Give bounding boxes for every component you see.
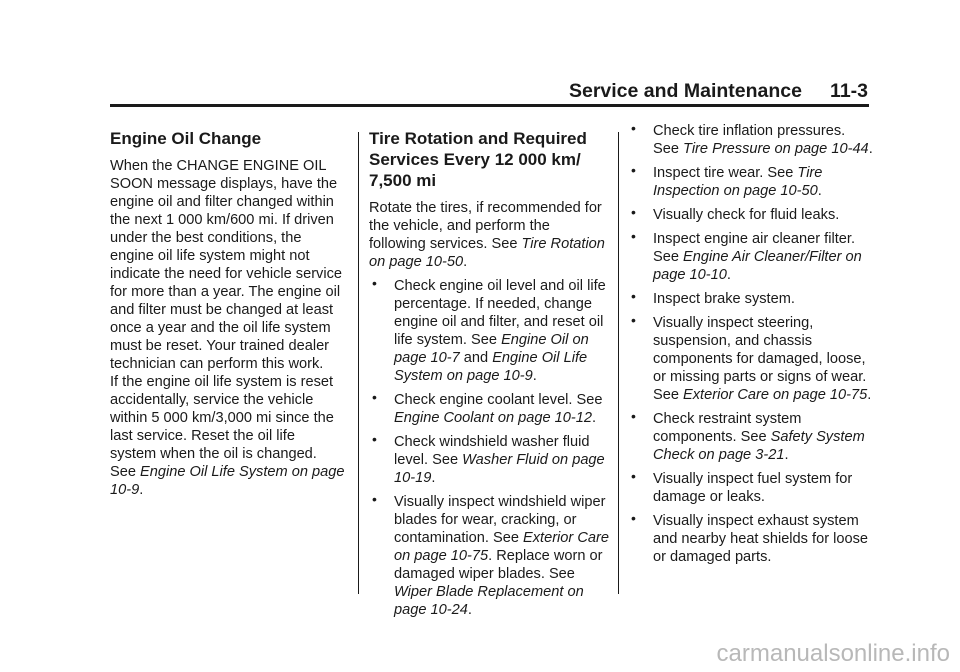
list-item: • Visually inspect exhaust system and nearby heat shields for loose or damaged parts. — [631, 510, 868, 565]
section-heading-tire-rotation: Tire Rotation and Required Services Every 12 000 km/ 7,500 mi — [369, 129, 587, 190]
bullet-icon: • — [631, 162, 636, 178]
xref-engine-oil-life-system[interactable]: Engine Oil Life System on page 10-9 — [110, 464, 345, 498]
header-title: Service and Maintenance — [568, 80, 802, 102]
column-service-checks — [628, 122, 873, 572]
bullet-icon: • — [631, 312, 636, 328]
xref-engine-oil-life-system[interactable]: Engine Oil Life System on page 10-9 — [394, 350, 588, 384]
bullet-icon: • — [631, 204, 636, 220]
xref-tire-rotation[interactable]: Tire Rotation on page 10-50 — [369, 236, 605, 270]
list-item: • Check engine oil level and oil life percentage. If needed, change engine oil and filter, and reset oil life system. See Engine Oil on page 10-7 and Engine Oil Life System on page 10-9. — [372, 275, 606, 384]
bullet-icon: • — [372, 491, 377, 507]
list-item: • Check tire inflation pressures. See Tire Pressure on page 10-44. — [631, 120, 873, 157]
bullet-icon: • — [372, 275, 377, 291]
service-list-col3 — [628, 122, 873, 566]
column-separator-2 — [618, 132, 619, 594]
list-item: • Check restraint system components. See Safety System Check on page 3-21. — [631, 408, 865, 463]
list-item: • Check windshield washer fluid level. See Washer Fluid on page 10-19. — [372, 431, 605, 486]
bullet-icon: • — [631, 468, 636, 484]
xref-engine-coolant[interactable]: Engine Coolant on page 10-12 — [394, 410, 592, 426]
column-separator-1 — [358, 132, 359, 594]
service-list-col2 — [369, 277, 609, 619]
list-item: • Visually check for fluid leaks. — [631, 204, 840, 223]
watermark: carmanualsonline.info — [716, 640, 950, 667]
list-item: • Check engine coolant level. See Engine Coolant on page 10-12. — [372, 389, 603, 426]
column-tire-rotation — [369, 128, 609, 625]
xref-wiper-blade-replacement[interactable]: Wiper Blade Replacement on page 10-24 — [394, 584, 584, 618]
list-item: • Visually inspect steering, suspension, and chassis components for damaged, loose, or missing parts or signs of wear. See Exterior Care on page 10-75. — [631, 312, 872, 403]
xref-exterior-care[interactable]: Exterior Care on page 10-75 — [683, 387, 868, 403]
list-item: • Visually inspect windshield wiper blades for wear, cracking, or contamination. See Exterior Care on page 10-75. Replace worn or damaged wiper blades. See Wiper Blade Replacement on page 10-24. — [372, 491, 609, 618]
bullet-icon: • — [372, 431, 377, 447]
bullet-icon: • — [631, 288, 636, 304]
list-item: • Visually inspect fuel system for damage or leaks. — [631, 468, 853, 505]
list-item: • Inspect tire wear. See Tire Inspection on page 10-50. — [631, 162, 823, 199]
xref-washer-fluid[interactable]: Washer Fluid on page 10-19 — [394, 452, 605, 486]
column-engine-oil-change — [110, 128, 350, 499]
list-item: • Inspect engine air cleaner filter. See Engine Air Cleaner/Filter on page 10-10. — [631, 228, 862, 283]
xref-exterior-care[interactable]: Exterior Care on page 10-75 — [394, 530, 609, 564]
section-heading-engine-oil-change: Engine Oil Change — [110, 129, 262, 148]
engine-oil-change-body: When the CHANGE ENGINE OIL SOON message displays, have the engine oil and filter changed within the next 1 000 km/600 mi. If driven under the best conditions, the engine oil life system might not indicate the need for vehicle service for more than a year. The engine oil and filter must be changed at least once a year and the oil life system must be reset. Your trained dealer technician can perform this work. If the engine oil life system is reset accidentally, service the vehicle within 5 000 km/3,000 mi since the last service. Reset the oil life system when the oil is changed. See Engine Oil Life System on page 10-9. — [110, 158, 345, 498]
xref-engine-oil[interactable]: Engine Oil on page 10-7 — [394, 332, 589, 366]
bullet-icon: • — [631, 510, 636, 526]
xref-tire-pressure[interactable]: Tire Pressure on page 10-44 — [683, 141, 869, 157]
xref-tire-inspection[interactable]: Tire Inspection on page 10-50 — [653, 165, 823, 199]
tire-rotation-intro: Rotate the tires, if recommended for the vehicle, and perform the following services. See Tire Rotation on page 10-50. — [369, 200, 605, 270]
xref-safety-system-check[interactable]: Safety System Check on page 3-21 — [653, 429, 865, 463]
xref-engine-air-cleaner[interactable]: Engine Air Cleaner/Filter on page 10-10 — [653, 249, 862, 283]
list-item: • Inspect brake system. — [631, 288, 795, 307]
page-number: 11-3 — [830, 80, 868, 102]
bullet-icon: • — [631, 408, 636, 424]
header-rule — [110, 104, 869, 107]
bullet-icon: • — [631, 228, 636, 244]
bullet-icon: • — [631, 120, 636, 136]
bullet-icon: • — [372, 389, 377, 405]
